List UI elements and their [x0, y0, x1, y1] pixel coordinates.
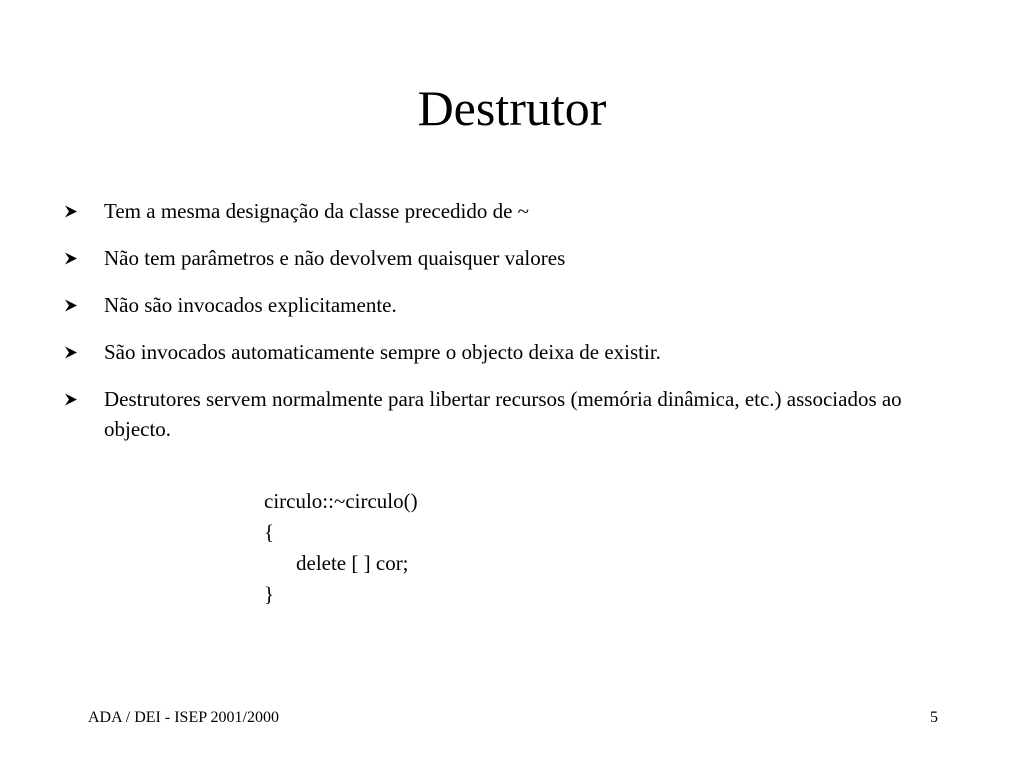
- bullet-item: [62, 243, 962, 273]
- arrowhead-bullet-icon: [64, 299, 78, 312]
- arrowhead-bullet-icon: [64, 346, 78, 359]
- bullet-item: [62, 337, 962, 367]
- bullet-list: [62, 196, 962, 461]
- code-line: delete [ ] cor;: [296, 551, 409, 575]
- bullet-text: São invocados automaticamente sempre o objecto deixa de existir.: [104, 340, 661, 364]
- arrowhead-bullet-icon: [64, 393, 78, 406]
- bullet-text: Não são invocados explicitamente.: [104, 293, 397, 317]
- code-line: circulo::~circulo(): [264, 489, 418, 513]
- bullet-text: Não tem parâmetros e não devolvem quaisquer valores: [104, 246, 566, 270]
- code-line: {: [264, 520, 275, 544]
- bullet-item: [62, 290, 962, 320]
- bullet-text: Tem a mesma designação da classe precedido de ~: [104, 199, 530, 223]
- bullet-item: [62, 196, 962, 226]
- bullet-text: Destrutores servem normalmente para libertar recursos (memória dinâmica, etc.) associados ao objecto.: [104, 387, 902, 441]
- footer-page-number: 5: [930, 709, 938, 726]
- slide-title: Destrutor: [417, 80, 607, 136]
- footer-course: ADA / DEI - ISEP 2001/2000: [88, 709, 279, 726]
- arrowhead-bullet-icon: [64, 205, 78, 218]
- code-block: [264, 486, 418, 610]
- code-line: }: [264, 582, 275, 606]
- arrowhead-bullet-icon: [64, 252, 78, 265]
- bullet-item: [62, 384, 962, 444]
